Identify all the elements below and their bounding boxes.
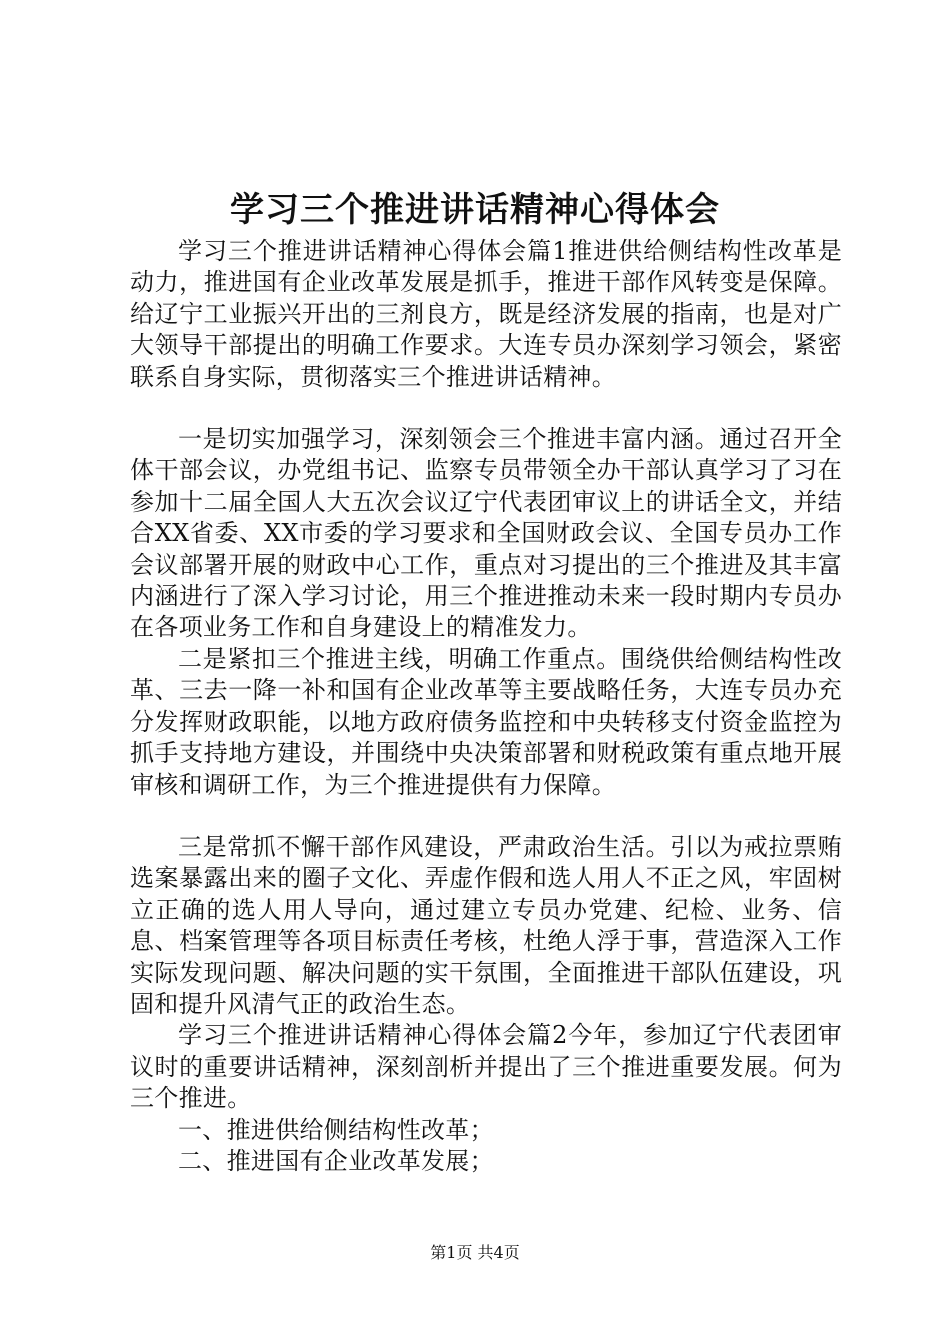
paragraph-1: 学习三个推进讲话精神心得体会篇1推进供给侧结构性改革是动力，推进国有企业改革发展是抓手，推进干部作风转变是保障。给辽宁工业振兴开出的三剂良方，既是经济发展的指南，也是对广大领导干部提出的明确工作要求。大连专员办深刻学习领会，紧密联系自身实际，贯彻落实三个推进讲话精神。: [130, 237, 842, 391]
paragraph-4: 三是常抓不懈干部作风建设，严肃政治生活。引以为戒拉票贿选案暴露出来的圈子文化、弄虚作假和选人用人不正之风，牢固树立正确的选人用人导向，通过建立专员办党建、纪检、业务、信息、档案管理等各项目标责任考核，杜绝人浮于事，营造深入工作实际发现问题、解决问题的实干氛围，全面推进干部队伍建设，巩固和提升风清气正的政治生态。: [130, 832, 842, 1018]
page-number-footer: 第1页 共4页: [430, 1243, 520, 1262]
paragraph-3: 二是紧扣三个推进主线，明确工作重点。围绕供给侧结构性改革、三去一降一补和国有企业改革等主要战略任务，大连专员办充分发挥财政职能，以地方政府债务监控和中央转移支付资金监控为抓手支持地方建设，并围绕中央决策部署和财税政策有重点地开展审核和调研工作，为三个推进提供有力保障。: [130, 644, 842, 799]
paragraph-spacer: [130, 393, 842, 424]
paragraph-2: 一是切实加强学习，深刻领会三个推进丰富内涵。通过召开全体干部会议，办党组书记、监察专员带领全办干部认真学习了习在参加十二届全国人大五次会议辽宁代表团审议上的讲话全文，并结合XX省委、XX市委的学习要求和全国财政会议、全国专员办工作会议部署开展的财政中心工作，重点对习提出的三个推进及其丰富内涵进行了深入学习讨论，用三个推进推动未来一段时期内专员办在各项业务工作和自身建设上的精准发力。: [130, 425, 842, 642]
paragraph-spacer: [130, 801, 842, 832]
paragraph-7: 二、推进国有企业改革发展；: [178, 1146, 494, 1175]
document-body: [130, 236, 842, 1177]
paragraph-6: 一、推进供给侧结构性改革；: [178, 1115, 494, 1144]
paragraph-5: 学习三个推进讲话精神心得体会篇2今年，参加辽宁代表团审议时的重要讲话精神，深刻剖析并提出了三个推进重要发展。何为三个推进。: [130, 1021, 842, 1113]
document-title: 学习三个推进讲话精神心得体会: [230, 190, 720, 230]
